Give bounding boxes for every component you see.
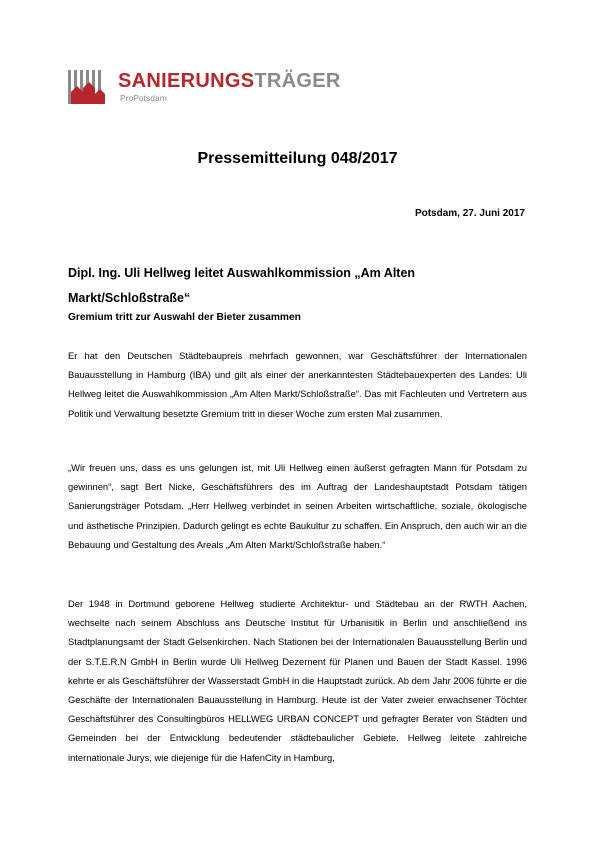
body-paragraph: Der 1948 in Dortmund geborene Hellweg studierte Architektur- und Städtebau an der RWTH Aachen, wechselte nach seinem Abschluss ans Deutsche Institut für Urbanisitik in Berlin und anschließend ins Stadtplanungsamt der Stadt Gelsenkirchen. Nach Stationen bei der Internationalen Bauausstellung Berlin und der S.T.E.R.N GmbH in Berlin wurde Uli Hellweg Dezernent für Planen und Bauen der Stadt Kassel. 1996 kehrte er als Geschäftsführer der Wasserstadt GmbH in die Hauptstadt zurück. Ab dem Jahr 2006 führte er die Geschäfte der Internationalen Bauausstellung in Hamburg. Heute ist der Vater zweier erwachsener Töchter Geschäftsführer des Consultingbüros HELLWEG URBAN CONCEPT und gefragter Berater von Städten und Gemeinden bei der Entwicklung bedeutender städtebaulicher Gebiete. Hellweg leitete zahlreiche internationale Jurys, wie diejenige für die HafenCity in Hamburg, (68, 598, 527, 763)
document-date: Potsdam, 27. Juni 2017 (414, 208, 525, 219)
body-paragraph: Er hat den Deutschen Städtebaupreis mehrfach gewonnen, war Geschäftsführer der Internationalen Bauausstellung in Hamburg (IBA) und gilt als einer der anerkanntesten Städtebauexperten des Landes: Uli Hellweg leitet die Auswahlkommission „Am Alten Markt/Schloßstraße“. Das mit Fachleuten und Vertretern aus Politik und Verwaltung besetzte Gremium tritt in dieser Woche zum ersten Mal zusammen. (68, 350, 527, 419)
logo-wordmark-gray: TRÄGER (254, 70, 341, 92)
document-title: Pressemitteilung 048/2017 (197, 150, 398, 167)
body-paragraph: „Wir freuen uns, dass es uns gelungen ist, mit Uli Hellweg einen äußerst gefragten Mann für Potsdam zu gewinnen“, sagt Bert Nicke, Geschäftsführers des im Auftrag der Landeshauptstadt Potsdam tätigen Sanierungsträger Potsdam. „Herr Hellweg verbindet in seinen Arbeiten wirtschaftliche, soziale, ökologische und ästhetische Prinzipien. Dadurch gelingt es echte Baukultur zu schaffen. Ein Anspruch, den auch wir an die Bebauung und Gestaltung des Areals „Am Alten Markt/Schloßstraße haben.“ (68, 462, 527, 550)
sanierungstraeger-logo (68, 68, 341, 108)
logo-subline: ProPotsdam (120, 93, 167, 103)
logo-wordmark (118, 70, 341, 92)
headline: Dipl. Ing. Uli Hellweg leitet Auswahlkommission „Am Alten Markt/Schloßstraße“ (68, 266, 416, 305)
building-bars-logo-icon (68, 68, 112, 106)
logo-wordmark-red: SANIERUNGS (118, 70, 255, 92)
subheadline: Gremium tritt zur Auswahl der Bieter zusammen (68, 312, 301, 323)
